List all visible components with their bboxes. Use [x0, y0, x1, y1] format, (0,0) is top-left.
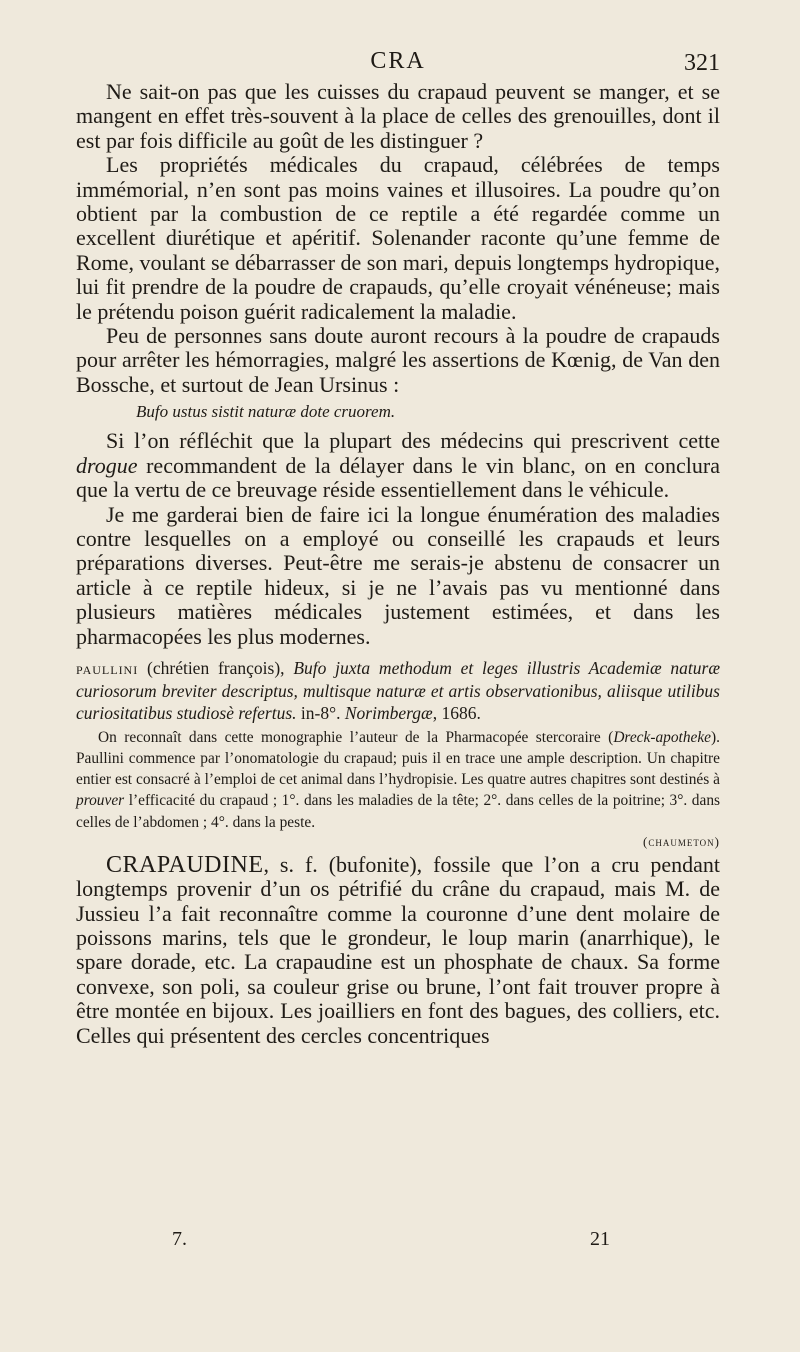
- paragraph-2: Les propriétés médicales du crapaud, célébrées de temps immémorial, n’en sont pas moins vaines et illusoires. La poudre qu’on obtient par la combustion de ce reptile a été regardée comme un excellent diurétique et apéritif. Solenander raconte qu’une femme de Rome, voulant se débarrasser de son mari, depuis longtemps hydropique, lui fit prendre de la poudre de crapauds, qu’elle croyait vénéneuse; mais le prétendu poison guérit radicalement la maladie.: [76, 152, 720, 324]
- biblio-year: , 1686.: [432, 703, 481, 724]
- biblio-author: paullini: [76, 657, 139, 678]
- paragraph-4-text-a: Si l’on réfléchit que la plupart des médecins qui prescrivent cette: [106, 428, 720, 454]
- paragraph-5: Je me garderai bien de faire ici la longue énumération des maladies contre lesquelles on a employé ou conseillé les crapauds et leurs préparations diverses. Peut-être me serais-je abstenu de consacrer un article à ce reptile hideux, si je ne l’avais pas vu mentionné dans plusieurs matières médicales justement estimées, et dans les pharmacopées les plus modernes.: [76, 501, 720, 649]
- page-body: [76, 80, 720, 1048]
- entry-text: , s. f. (bufonite), fossile que l’on a cru pendant longtemps provenir d’un os pétrifié du crâne du crapaud, mais M. de Jussieu l’a fait reconnaître comme la couronne d’une dent molaire de poissons marins, tels que le grondeur, le loup marin (anarrhique), le spare dorade, etc. La crapaudine est un phosphate de chaux. Sa forme convexe, son poli, sa couleur grise ou brune, l’ont fait trouver propre à être montée en bijoux. Les joailliers en font des bagues, des colliers, etc. Celles qui présentent des cercles concentriques: [76, 851, 720, 1048]
- paragraph-3: Peu de personnes sans doute auront recours à la poudre de crapauds pour arrêter les hémorragies, malgré les assertions de Kœnig, de Van den Bossche, et surtout de Jean Ursinus :: [76, 323, 720, 397]
- volume-mark: 7.: [172, 1228, 187, 1250]
- entry-headword: CRAPAUDINE: [106, 851, 264, 878]
- note-emphasis-1: Dreck-apotheke: [613, 728, 712, 746]
- biblio-place: Norimbergæ: [344, 703, 433, 724]
- bibliography-entry: [76, 657, 720, 725]
- signature-number: 21: [590, 1228, 610, 1250]
- note-text-c: ). Paullini commence par l’onomatologie du crapaud; puis il en trace une ample description. Un chapitre entier est consacré à l’emploi de cet animal dans l’hydropisie. Les quatre autres chapitres sont destinés à: [76, 728, 720, 789]
- running-head: CRA: [370, 48, 426, 74]
- paragraph-1: Ne sait-on pas que les cuisses du crapaud peuvent se manger, et se mangent en effet très-souvent à la place de celles des grenouilles, dont il est par fois difficile au goût de les distinguer ?: [76, 79, 720, 153]
- page-number: 321: [684, 50, 720, 76]
- biblio-format: in-8°.: [296, 703, 345, 724]
- paragraph-4: [76, 429, 720, 502]
- note-text-a: On reconnaît dans cette monographie l’auteur de la Pharmacopée stercoraire (: [98, 728, 614, 746]
- author-signature: (chaumeton): [643, 833, 720, 849]
- page-header: [76, 48, 720, 80]
- paragraph-4-text-b: recommandent de la délayer dans le vin blanc, on en conclura que la vertu de ce breuvage réside essentiellement dans le véhicule.: [76, 452, 720, 503]
- latin-quote: Bufo ustus sistit naturæ dote cruorem.: [136, 402, 396, 422]
- biblio-author-rest: (chrétien françois),: [138, 657, 294, 678]
- biblio-note: [76, 727, 720, 833]
- entry-crapaudine: [76, 853, 720, 1048]
- note-text-e: l’efficacité du crapaud ; 1°. dans les maladies de la tête; 2°. dans celles de la poitrine; 3°. dans celles de l’abdomen ; 4°. dans la peste.: [76, 792, 720, 831]
- biblio-title: Bufo juxta methodum et leges illustris Academiæ naturæ curiosorum breviter descriptus, multisque naturæ et artis observationibus, aliisque utilibus curiositatibus studiosè refertus.: [76, 657, 720, 724]
- paragraph-4-emphasis: drogue: [76, 452, 138, 478]
- note-emphasis-2: prouver: [76, 792, 125, 810]
- page-footer: [76, 1228, 720, 1254]
